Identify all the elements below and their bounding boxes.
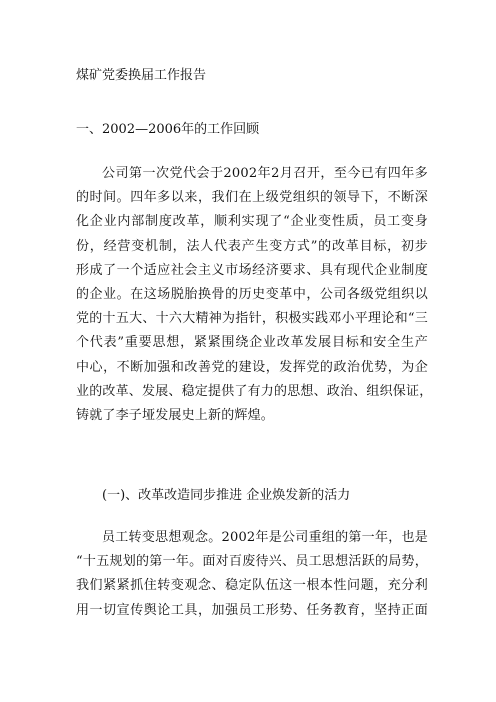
paragraph-line: 个代表”重要思想，紧紧围绕企业改革发展目标和安全生产	[76, 335, 428, 351]
paragraph-line: 的时间。四年多以来，我们在上级党组织的领导下，不断深	[76, 190, 428, 206]
paragraph-line: 铸就了李子垭发展史上新的辉煌。	[76, 407, 275, 423]
paragraph-line: 员工转变思想观念。2002年是公司重组的第一年，也是	[102, 530, 428, 545]
paragraph-line: 份，经营变机制，法人代表产生变方式”的改革目标，初步	[76, 238, 428, 254]
subsection-heading: (一)、改革改造同步推进 企业焕发新的活力	[102, 488, 351, 503]
paragraph-line: 中心，不断加强和改善党的建设，发挥党的政治优势，为企	[76, 359, 428, 375]
document-title: 煤矿党委换届工作报告	[76, 68, 207, 83]
paragraph-line: 的企业。在这场脱胎换骨的历史变革中，公司各级党组织以	[76, 286, 428, 302]
paragraph-line: 业的改革、发展、稳定提供了有力的思想、政治、组织保证，	[76, 383, 433, 399]
paragraph-line: 形成了一个适应社会主义市场经济要求、具有现代企业制度	[76, 262, 428, 278]
paragraph-line: 党的十五大、十六大精神为指针，积极实践邓小平理论和“三	[76, 311, 428, 327]
paragraph-line: 化企业内部制度改革，顺利实现了“企业变性质，员工变身	[76, 214, 428, 230]
paragraph-line: 我们紧紧抓住转变观念、稳定队伍这一根本性问题，充分利	[76, 578, 428, 594]
paragraph-line: 用一切宣传舆论工具，加强员工形势、任务教育，坚持正面	[76, 602, 428, 618]
paragraph-line: “十五规划的第一年。面对百废待兴、员工思想活跃的局势，	[76, 554, 428, 570]
paragraph-staff-mindset	[76, 526, 428, 623]
paragraph-line: 公司第一次党代会于2002年2月召开，至今已有四年多	[102, 166, 428, 181]
paragraph-review-intro	[76, 162, 433, 428]
section-heading: 一、2002—2006年的工作回顾	[76, 122, 260, 137]
